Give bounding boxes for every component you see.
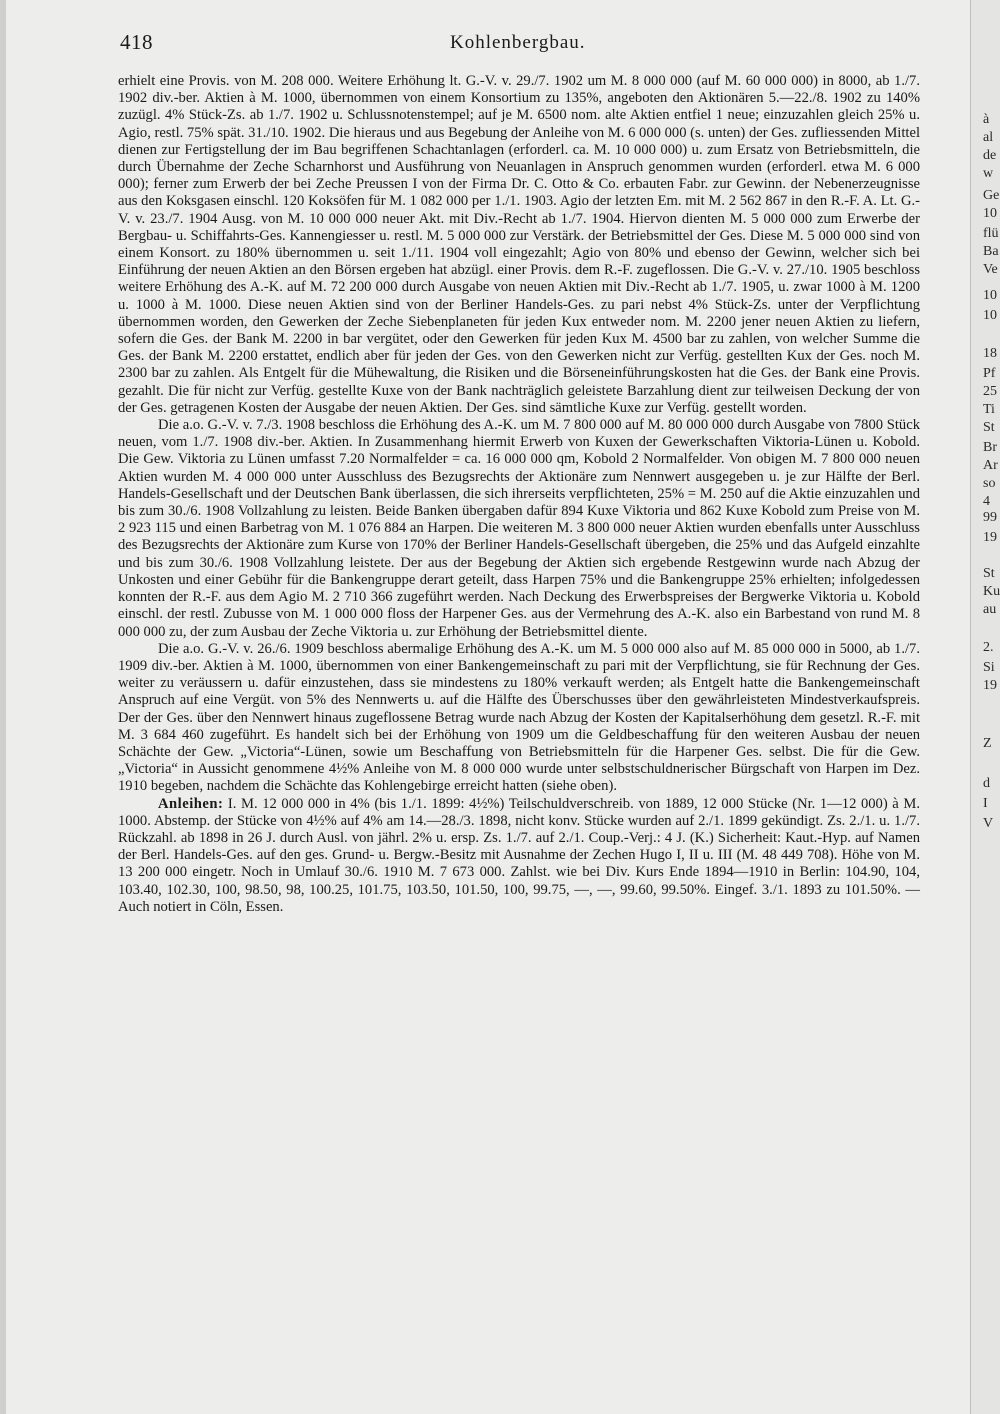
margin-fragment: 18: [983, 346, 997, 361]
margin-fragment: flü: [983, 226, 999, 241]
margin-fragment: d: [983, 776, 990, 791]
margin-fragment: Ve: [983, 262, 998, 277]
margin-fragment: St: [983, 566, 995, 581]
anleihen-text: I. M. 12 000 000 in 4% (bis 1./1. 1899: 4½%) Teilschuldverschreib. von 1889, 12 000 Stücke (Nr. 1—12 000) à M. 1000. Abstemp. der Stücke von 4½% auf 4% am 14.—28./3. 1898, nicht konv. Stücke wurden auf 2./1. 1899 gekündigt. Zs. 2./1. u. 1./7. Rückzahl. ab 1898 in 26 J. durch Ausl. von jährl. 2% u. ersp. Zs. 1./7. auf 2./1. Coup.-Verj.: 4 J. (K.) Sicherheit: Kaut.-Hyp. auf Namen der Berl. Handels-Ges. auf den ges. Grund- u. Bergw.-Besitz mit Ausnahme der Zechen Hugo I, II u. III (M. 48 449 708). Höhe von M. 13 200 000 eingetr. Noch in Umlauf 30./6. 1910 M. 7 673 000. Zahlst. wie bei Div. Kurs Ende 1894—1910 in Berlin: 104.90, 104, 103.40, 102.30, 100, 98.50, 98, 100.25, 101.75, 103.50, 101.50, 100, 99.75, —, —, 99.60, 99.50%. Eingef. 3./1. 1893 zu 101.50%. — Auch notiert in Cöln, Essen.: [118, 795, 920, 915]
margin-fragment: V: [983, 816, 994, 831]
running-head: Kohlenbergbau.: [450, 32, 586, 53]
margin-fragment: Br: [983, 440, 997, 455]
anleihen-heading: Anleihen:: [158, 795, 224, 812]
margin-fragment: Ba: [983, 244, 999, 259]
margin-fragment: St: [983, 420, 995, 435]
margin-fragment: al: [983, 130, 994, 145]
paragraph-capital-increase-1909: Die a.o. G.-V. v. 26./6. 1909 beschloss abermalige Erhöhung des A.-K. um M. 5 000 000 also auf M. 85 000 000 in 5000, ab 1./7. 1909 div.-ber. Aktien à M. 1000, übernommen von einer Bankengemeinschaft zu pari mit der Verpflichtung, sie für Rechnung der Ges. weiter zu veräussern u. dafür einzustehen, dass sie mindestens zu 180% verkauft werden; als Entgelt hatte die Bankengemeinschaft Anspruch auf eine Vergüt. von 5% des Nennwerts u. auf die Hälfte des Überschusses über den gewährleisteten Mindestverkaufspreis. Der der Ges. über den Nennwert hinaus zugeflossene Betrag wurde nach Abzug der Kosten der Kapitalserhöhung dem gesetzl. R.-F. mit M. 3 684 460 zugeführt. Es handelt sich bei der Erhöhung von 1909 um die Geldbeschaffung für den weiteren Ausbau der neuen Schächte der Gew. „Victoria“-Lünen, sowie um Beschaffung von Betriebsmitteln für die Harpener Ges. selbst. Die für die Gew. „Victoria“ in Aussicht genommene 4½% Anleihe von M. 8 000 000 wurde unter selbstschuldnerischer Bürgschaft von Harpen im Dez. 1910 begeben, nachdem die Schächte das Kohlengebirge erreicht hatten (siehe oben).: [118, 640, 920, 795]
margin-fragment: so: [983, 476, 996, 491]
margin-fragment: Ar: [983, 458, 998, 473]
scan-edge: [0, 0, 6, 1414]
margin-fragment: 10: [983, 206, 997, 221]
margin-fragment: w: [983, 166, 994, 181]
margin-fragment: I: [983, 796, 988, 811]
margin-fragment: Si: [983, 660, 995, 675]
page-number: 418: [120, 30, 153, 54]
margin-fragment: Pf: [983, 366, 996, 381]
margin-fragment: 4: [983, 494, 990, 509]
margin-fragment: Ti: [983, 402, 995, 417]
paragraph-capital-increase-1908: Die a.o. G.-V. v. 7./3. 1908 beschloss die Erhöhung des A.-K. um M. 7 800 000 auf M. 80 000 000 durch Ausgabe von 7800 Stück neuen, vom 1./7. 1908 div.-ber. Aktien. In Zusammenhang hiermit Erwerb von Kuxen der Gewerkschaften Viktoria-Lünen u. Kobold. Die Gew. Viktoria zu Lünen umfasst 7.20 Normalfelder = ca. 16 000 000 qm, Kobold 2 Normalfelder. Von obigen M. 7 800 000 neuen Aktien wurden M. 4 000 000 unter Ausschluss des Bezugsrechts der Aktionäre zum Nennwert ausgegeben u. je zur Hälfte der Berl. Handels-Gesellschaft und der Deutschen Bank überlassen, die sich ihrerseits verpflichteten, 25% = M. 250 auf die Aktie einzuzahlen und bis zum 30./6. 1908 Vollzahlung zu leisten. Beide Banken übergaben dafür 894 Kuxe Viktoria und 862 Kuxe Kobold zum Preise von M. 2 923 115 und einen Barbetrag von M. 1 076 884 an Harpen. Die weiteren M. 3 800 000 neuer Aktien wurden ebenfalls unter Ausschluss des Bezugsrechts der Aktionäre zum Kurse von 170% der Berliner Handels-Gesellschaft übergeben, die 25% und das Aufgeld einzahlte und bis zum 30./6. 1908 Vollzahlung leistete. Der aus der Begebung der Aktien sich ergebende Restgewinn wurde nach Abzug der Unkosten und einer Gebühr für die Bankengruppe derart geteilt, dass Harpen 75% und die Bankengruppe 25% erhielten; infolgedessen konnten der R.-F. aus dem Agio M. 2 710 366 zugeführt werden. Nach Deckung des Erwerbspreises der Bergwerke Viktoria u. Kobold einschl. der restl. Zubusse von M. 1 000 000 floss der Harpener Ges. aus der Vermehrung des A.-K. also ein Barbestand von rund M. 8 000 000 zu, der zum Ausbau der Zeche Viktoria u. zur Erhöhung der Betriebsmittel diente.: [118, 417, 920, 640]
margin-fragment: à: [983, 112, 990, 127]
margin-fragment: 99: [983, 510, 997, 525]
paragraph-anleihen: [118, 796, 920, 916]
margin-fragment: Ku: [983, 584, 1000, 599]
margin-fragment: au: [983, 602, 997, 617]
paragraph-capital-increases-1902-1905: erhielt eine Provis. von M. 208 000. Weitere Erhöhung lt. G.-V. v. 29./7. 1902 um M. 8 000 000 (auf M. 60 000 000) in 8000, ab 1./7. 1902 div.-ber. Aktien à M. 1000, übernommen von einem Konsortium zu 135%, angeboten den Aktionären 5.—22./8. 1902 zu 140% zuzügl. 4% Stück-Zs. ab 1./7. 1902 u. Schlussnotenstempel; auf je M. 6500 nom. alte Aktien entfiel 1 neue; einzuzahlen gleich 25% u. Agio, restl. 75% spät. 31./10. 1902. Die hieraus und aus Begebung der Anleihe von M. 6 000 000 (s. unten) der Ges. zufliessenden Mittel dienen zur Fertigstellung der im Bau begriffenen Schachtanlagen (erforderl. ca. M. 10 000 000) u. zum Ersatz von Betriebsmitteln, die durch Übernahme der Zeche Scharnhorst und Ausführung von Neuanlagen in Anspruch genommen wurden (erforderl. etwa M. 6 000 000); ferner zum Erwerb der bei Zeche Preussen I von der Firma Dr. C. Otto & Co. erbauten Fabr. zur Gewinn. der Nebenerzeugnisse aus den Koksgasen einschl. 120 Koksöfen für M. 1 082 000 per 1./1. 1903. Agio der letzten Em. mit M. 2 562 867 in den R.-F. A. Lt. G.-V. v. 23./7. 1904 Ausg. von M. 10 000 000 neuer Akt. mit Div.-Recht ab 1./7. 1904. Hiervon dienten M. 5 000 000 zum Erwerbe der Bergbau- u. Schiffahrts-Ges. Kannengiesser u. restl. M. 5 000 000 zur Verstärk. der Betriebsmittel der Ges. Diese M. 5 000 000 sind von einem Konsort. zu 180% übernommen u. seit 1./11. 1904 voll eingezahlt; Agio von 80% und ebenso der Gewinn, welcher sich bei Einführung der neuen Aktien an den Börsen ergeben hat abzügl. einer Provis. dem R.-F. zugeflossen. Die G.-V. v. 27./10. 1905 beschloss weitere Erhöhung des A.-K. auf M. 72 200 000 durch Ausgabe von neuen Aktien mit Div.-Recht ab 1./7. 1905, u. zwar 1000 à M. 1200 u. 1000 à M. 1000. Diese neuen Aktien sind von der Berliner Handels-Ges. zu pari nebst 4% Stück-Zs. unter der Verpflichtung übernommen worden, den Gewerken der Zeche Siebenplaneten für jeden Kux entweder nom. M. 2200 jener neuen Aktien zu liefern, sofern die Ges. der Bank M. 2200 in bar vergütet, oder den Gewerken für jeden Kux M. 4500 bar zu zahlen, von welcher Summe die Ges. der Bank M. 2200 erstattet, endlich aber für jeden der Ges. von den Gewerken nicht zur Verfüg. gestellten Kux der Ges. noch M. 2300 bar zu zahlen. Als Entgelt für die Mühewaltung, die Risiken und die Börseneinführungskosten hat die Ges. der Bank eine Provis. gezahlt. Die für nicht zur Verfüg. gestellte Kuxe von der Bank nachträglich geleistete Barzahlung dient zur teilweisen Deckung der von der Ges. getragenen Kosten der Ausgabe der neuen Aktien. Der Ges. sind sämtliche Kuxe zur Verfüg. gestellt worden.: [118, 73, 920, 416]
margin-fragment: 10: [983, 288, 997, 303]
margin-fragment: 19: [983, 678, 997, 693]
margin-fragment: 19: [983, 530, 997, 545]
margin-fragment: 25: [983, 384, 997, 399]
article-body: [118, 73, 920, 916]
margin-fragment: 2.: [983, 640, 994, 655]
margin-fragment: de: [983, 148, 997, 163]
margin-fragment: Ge: [983, 188, 1000, 203]
margin-fragment: 10: [983, 308, 997, 323]
page-header: [120, 30, 920, 58]
adjacent-page-margin: [970, 0, 1000, 1414]
margin-fragment: Z: [983, 736, 992, 751]
